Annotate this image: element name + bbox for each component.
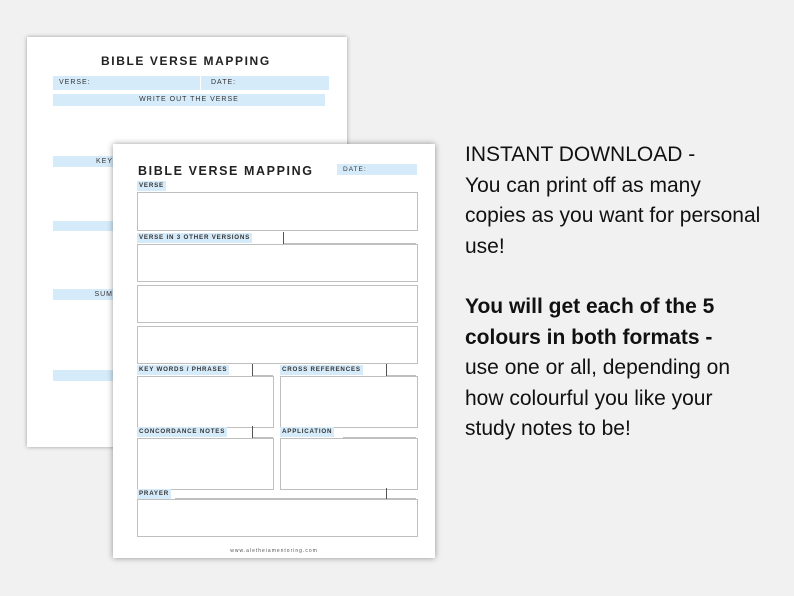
versions-label: VERSE IN 3 OTHER VERSIONS — [139, 234, 251, 241]
application-label: APPLICATION — [282, 428, 333, 435]
back-date-label: DATE: — [211, 79, 237, 86]
verse-box — [137, 192, 418, 231]
promo-gap — [465, 262, 765, 292]
back-write-out-label: WRITE OUT THE VERSE — [139, 96, 239, 103]
back-verse-field — [53, 76, 200, 90]
concordance-label: CONCORDANCE NOTES — [139, 428, 226, 435]
promo-line-2: use one or all, depending on how colourful you like your study notes to be! — [465, 356, 731, 440]
footer-url: www.aletheiamentoring.com — [230, 548, 318, 554]
prayer-label: PRAYER — [139, 490, 170, 497]
version-box-1 — [137, 244, 418, 282]
prayer-divider — [386, 488, 387, 499]
cross-refs-box — [280, 376, 418, 428]
back-summary-label: SUM — [94, 291, 113, 298]
back-blank-band-2 — [53, 370, 113, 381]
front-date-field — [337, 164, 417, 175]
back-blank-band-1 — [53, 221, 113, 231]
key-words-label: KEY WORDS / PHRASES — [139, 366, 228, 373]
back-date-field — [201, 76, 329, 90]
front-worksheet-page — [113, 144, 435, 558]
front-sheet-title: BIBLE VERSE MAPPING — [138, 164, 314, 178]
back-write-out-band — [53, 94, 325, 106]
front-date-label: DATE: — [343, 166, 367, 173]
cross-refs-label: CROSS REFERENCES — [282, 366, 361, 373]
prayer-box — [137, 499, 418, 537]
verse-label: VERSE — [139, 182, 164, 189]
key-words-box — [137, 376, 274, 428]
promo-line-1: You can print off as many copies as you want for personal use! — [465, 173, 761, 258]
version-box-2 — [137, 285, 418, 323]
back-key-band — [53, 156, 117, 167]
concordance-box — [137, 438, 274, 490]
version-box-3 — [137, 326, 418, 364]
application-box — [280, 438, 418, 490]
back-summary-band — [53, 289, 117, 300]
back-key-label: KEY — [95, 158, 113, 165]
promo-copy — [465, 140, 765, 445]
back-sheet-title: BIBLE VERSE MAPPING — [101, 54, 271, 68]
promo-bold-line: You will get each of the 5 colours in both formats - — [465, 295, 715, 349]
promo-heading: INSTANT DOWNLOAD - — [465, 143, 696, 166]
back-verse-label: VERSE: — [59, 79, 91, 86]
